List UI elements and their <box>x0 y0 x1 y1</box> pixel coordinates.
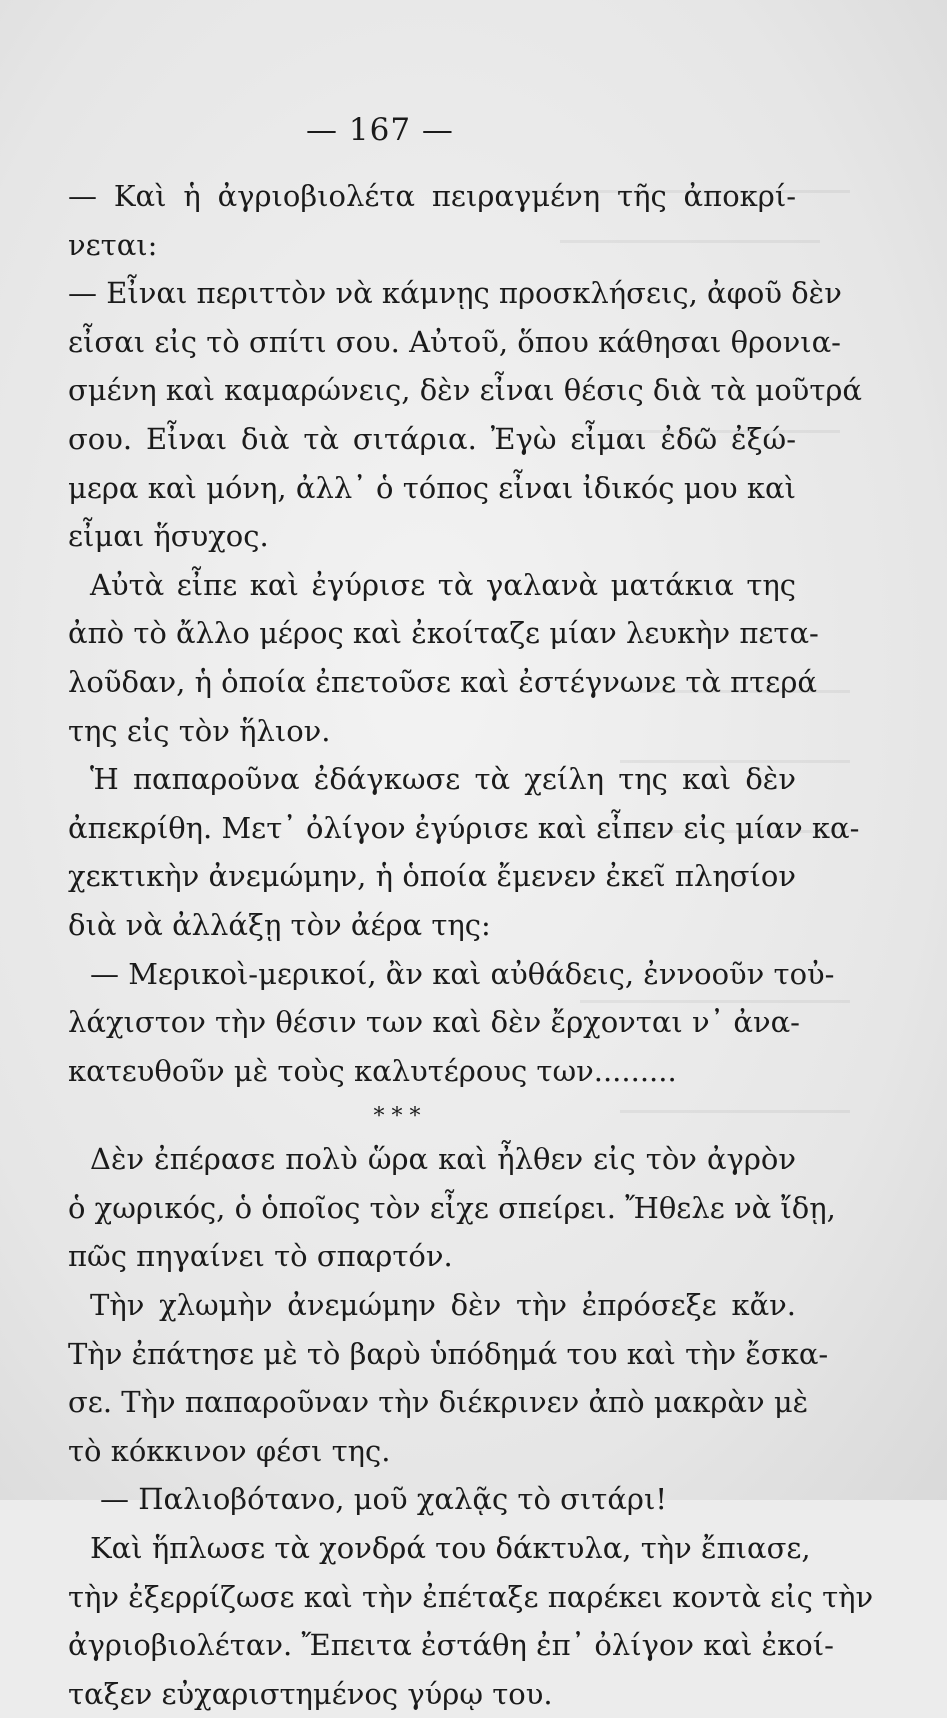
text-line: Ἡ παπαροῦνα ἐδάγκωσε τὰ χείλη της καὶ δὲν <box>90 762 796 797</box>
text-line: σε. Τὴν παπαροῦναν τὴν διέκρινεν ἀπὸ μακρὰν μὲ <box>68 1385 809 1420</box>
text-line: Καὶ ἥπλωσε τὰ χονδρά του δάκτυλα, τὴν ἔπιασε, <box>90 1531 811 1566</box>
text-line: της εἰς τὸν ἥλιον. <box>68 713 331 748</box>
text-line: ταξεν εὐχαριστημένος γύρῳ του. <box>68 1676 553 1711</box>
text-line: σμένη καὶ καμαρώνεις, δὲν εἶναι θέσις διὰ τὰ μοῦτρά <box>68 373 862 408</box>
text-line: λάχιστον τὴν θέσιν των καὶ δὲν ἔρχονται ν᾽ ἀνα- <box>68 1005 800 1040</box>
section-separator: * * * <box>373 1104 421 1130</box>
text-line: ὁ χωρικός, ὁ ὁποῖος τὸν εἶχε σπείρει. Ἤθελε νὰ ἴδῃ, <box>68 1190 836 1225</box>
body-text <box>68 172 874 1718</box>
text-line: Τὴν χλωμὴν ἀνεμώμην δὲν τὴν ἐπρόσεξε κἄν. <box>90 1288 796 1323</box>
page-number: — 167 — <box>306 112 454 148</box>
text-line: — Καὶ ἡ ἀγριοβιολέτα πειραγμένη τῆς ἀποκρί- <box>68 179 796 213</box>
text-line: ἀπεκρίθη. Μετ᾽ ὀλίγον ἐγύρισε καὶ εἶπεν εἰς μίαν κα- <box>68 810 860 845</box>
text-line: κατευθοῦν μὲ τοὺς καλυτέρους των......... <box>68 1053 677 1088</box>
text-line: διὰ νὰ ἀλλάξῃ τὸν ἀέρα της: <box>68 907 491 942</box>
text-line: νεται: <box>68 227 158 262</box>
text-line: ἀγριοβιολέταν. Ἔπειτα ἐστάθη ἐπ᾽ ὀλίγον καὶ ἐκοί- <box>68 1628 834 1663</box>
text-line: Τὴν ἐπάτησε μὲ τὸ βαρὺ ὑπόδημά του καὶ τὴν ἔσκα- <box>68 1336 829 1371</box>
text-line: Δὲν ἐπέρασε πολὺ ὥρα καὶ ἦλθεν εἰς τὸν ἀγρὸν <box>90 1142 796 1177</box>
text-line: — Εἶναι περιττὸν νὰ κάμνῃς προσκλήσεις, ἀφοῦ δὲν <box>68 276 842 311</box>
text-line: — Μερικοὶ-μερικοί, ἂν καὶ αὐθάδεις, ἐννοοῦν τοὐ- <box>90 956 835 991</box>
text-line: τὸ κόκκινον φέσι της. <box>68 1433 391 1468</box>
text-line: μερα καὶ μόνη, ἀλλ᾽ ὁ τόπος εἶναι ἰδικός μου καὶ <box>68 470 796 505</box>
text-line: — Παλιοβότανο, μοῦ χαλᾷς τὸ σιτάρι! <box>100 1482 668 1517</box>
text-line: τὴν ἐξερρίζωσε καὶ τὴν ἐπέταξε παρέκει κοντὰ εἰς τὴν <box>68 1579 874 1614</box>
text-line: ἀπὸ τὸ ἄλλο μέρος καὶ ἐκοίταζε μίαν λευκὴν πετα- <box>68 616 819 651</box>
text-line: εἶμαι ἥσυχος. <box>68 519 269 554</box>
text-line: λοῦδαν, ἡ ὁποία ἐπετοῦσε καὶ ἐστέγνωνε τὰ πτερά <box>68 664 817 699</box>
text-line: Αὐτὰ εἶπε καὶ ἐγύρισε τὰ γαλανὰ ματάκια της <box>90 567 796 602</box>
text-line: σου. Εἶναι διὰ τὰ σιτάρια. Ἐγὼ εἶμαι ἐδῶ ἐξώ- <box>68 421 796 456</box>
text-line: εἶσαι εἰς τὸ σπίτι σου. Αὐτοῦ, ὅπου κάθησαι θρονια- <box>68 324 841 359</box>
text-line: πῶς πηγαίνει τὸ σπαρτόν. <box>68 1239 453 1274</box>
text-line: χεκτικὴν ἀνεμώμην, ἡ ὁποία ἔμενεν ἐκεῖ πλησίον <box>68 859 796 894</box>
